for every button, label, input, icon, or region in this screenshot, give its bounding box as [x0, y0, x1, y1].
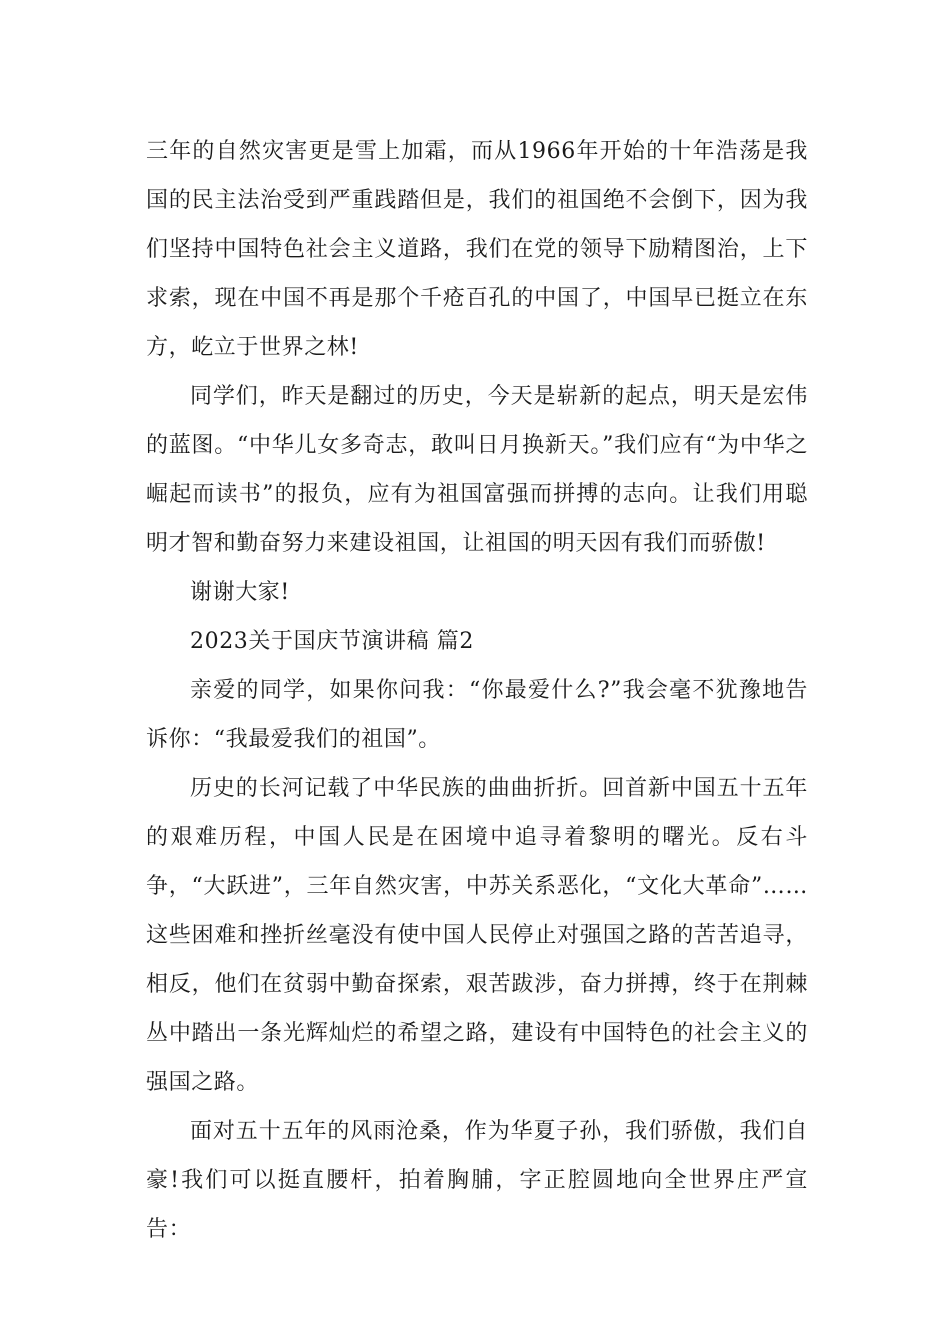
section-heading: 2023关于国庆节演讲稿 篇2 — [190, 629, 474, 654]
speech-text — [146, 127, 808, 1254]
paragraph-thanks: 谢谢大家! — [190, 580, 290, 605]
paragraph: 历史的长河记载了中华民族的曲曲折折。回首新中国五十五年的艰难历程，中国人民是在困境中追寻着黎明的曙光。反右斗争，“大跃进”，三年自然灾害，中苏关系恶化，“文化大革命”……这些困难和挫折丝毫没有使中国人民停止对强国之路的苦苦追寻，相反，他们在贫弱中勤奋探索，艰苦跋涉，奋力拼搏，终于在荆棘丛中踏出一条光辉灿烂的希望之路，建设有中国特色的社会主义的强国之路。 — [146, 776, 808, 1095]
paragraph: 亲爱的同学，如果你问我：“你最爱什么?”我会毫不犹豫地告诉你：“我最爱我们的祖国”。 — [146, 678, 808, 752]
paragraph: 面对五十五年的风雨沧桑，作为华夏子孙，我们骄傲，我们自豪!我们可以挺直腰杆，拍着胸脯，字正腔圆地向全世界庄严宣告： — [146, 1119, 808, 1242]
paragraph-continuation: 三年的自然灾害更是雪上加霜，而从1966年开始的十年浩荡是我国的民主法治受到严重践踏但是，我们的祖国绝不会倒下，因为我们坚持中国特色社会主义道路，我们在党的领导下励精图治，上下求索，现在中国不再是那个千疮百孔的中国了，中国早已挺立在东方，屹立于世界之林! — [146, 139, 808, 360]
paragraph: 同学们，昨天是翻过的历史，今天是崭新的起点，明天是宏伟的蓝图。“中华儿女多奇志，敢叫日月换新天。”我们应有“为中华之崛起而读书”的报负，应有为祖国富强而拼搏的志向。让我们用聪明才智和勤奋努力来建设祖国，让祖国的明天因有我们而骄傲! — [146, 384, 808, 556]
